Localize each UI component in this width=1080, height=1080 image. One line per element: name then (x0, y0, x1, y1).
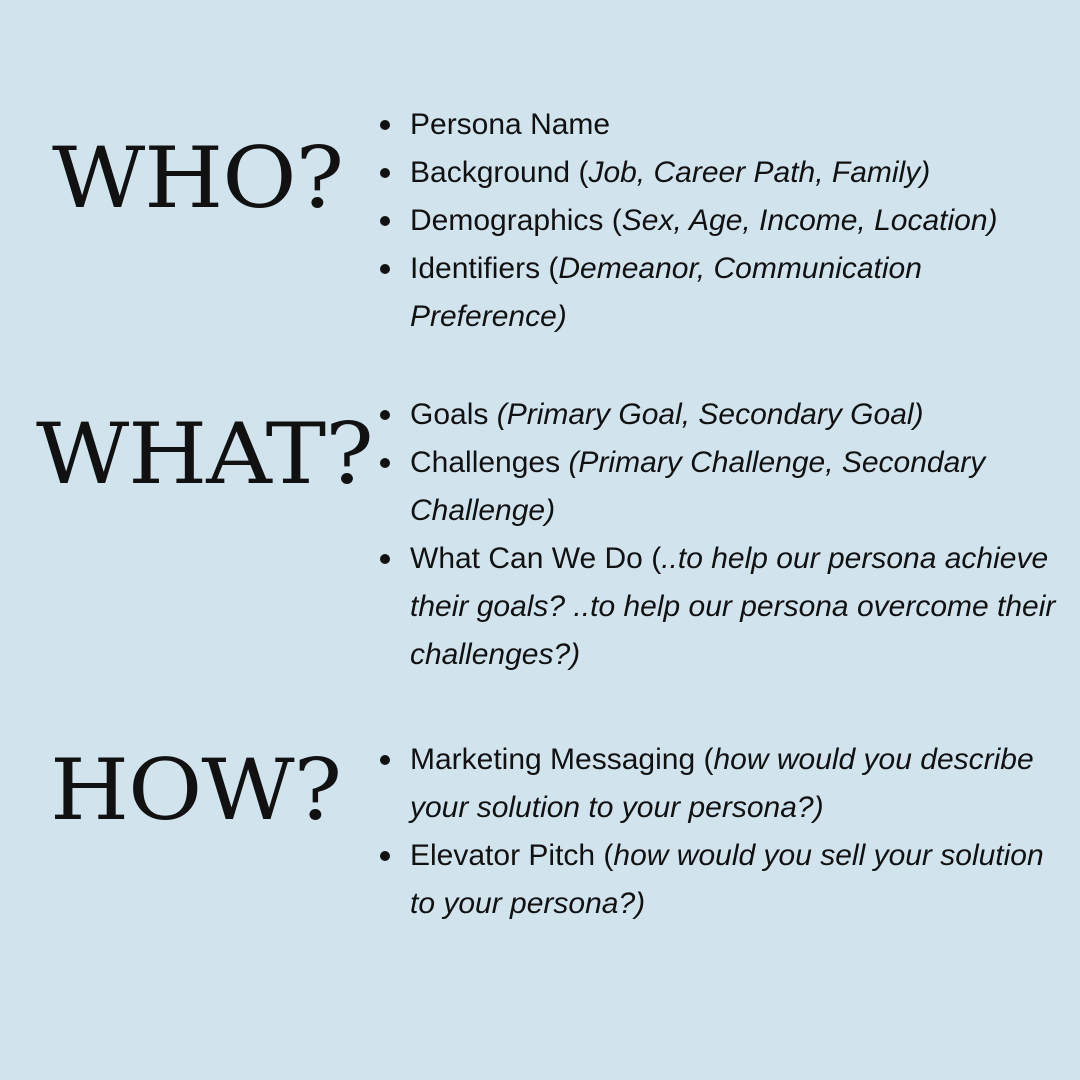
item-label: Identifiers ( (410, 252, 559, 285)
bullet-icon (380, 458, 390, 468)
item-detail: Demeanor, Communication Preference) (410, 252, 922, 333)
list-item-persona-name (374, 101, 1074, 149)
list-item-elevator-pitch (374, 832, 1074, 928)
list-item-goals (374, 391, 1074, 439)
item-detail: how would you describe your solution to your persona?) (410, 743, 1034, 824)
bullet-icon (380, 168, 390, 178)
bullet-icon (380, 120, 390, 130)
list-item-demographics (374, 197, 1074, 245)
item-label: Persona Name (410, 108, 611, 141)
item-detail: (Primary Challenge, Secondary Challenge) (410, 446, 986, 527)
item-detail: Sex, Age, Income, Location) (621, 204, 998, 237)
item-detail: how would you sell your solution to your persona?) (410, 839, 1044, 920)
what-list (374, 391, 1074, 679)
who-list (374, 101, 1074, 341)
item-label: Challenges (410, 446, 569, 479)
bullet-icon (380, 851, 390, 861)
how-list (374, 736, 1074, 928)
bullet-icon (380, 554, 390, 564)
item-label: Goals (410, 398, 497, 431)
list-item-marketing-messaging (374, 736, 1074, 832)
how-heading: HOW? (50, 741, 342, 839)
list-item-challenges (374, 439, 1074, 535)
bullet-icon (380, 216, 390, 226)
item-detail: Job, Career Path, Family) (588, 156, 931, 189)
bullet-icon (380, 410, 390, 420)
what-heading: WHAT? (36, 405, 373, 503)
list-item-identifiers (374, 245, 1074, 341)
list-item-what-can-we-do (374, 535, 1074, 679)
item-detail: (Primary Goal, Secondary Goal) (496, 398, 924, 431)
item-detail: ..to help our persona achieve their goals? ..to help our persona overcome their challenges?) (410, 542, 1056, 671)
who-heading: WHO? (52, 129, 344, 227)
item-label: Marketing Messaging ( (410, 743, 714, 776)
bullet-icon (380, 264, 390, 274)
item-label: What Can We Do ( (410, 542, 662, 575)
item-label: Background ( (410, 156, 589, 189)
item-label: Elevator Pitch ( (410, 839, 614, 872)
list-item-background (374, 149, 1074, 197)
item-label: Demographics ( (410, 204, 622, 237)
bullet-icon (380, 755, 390, 765)
